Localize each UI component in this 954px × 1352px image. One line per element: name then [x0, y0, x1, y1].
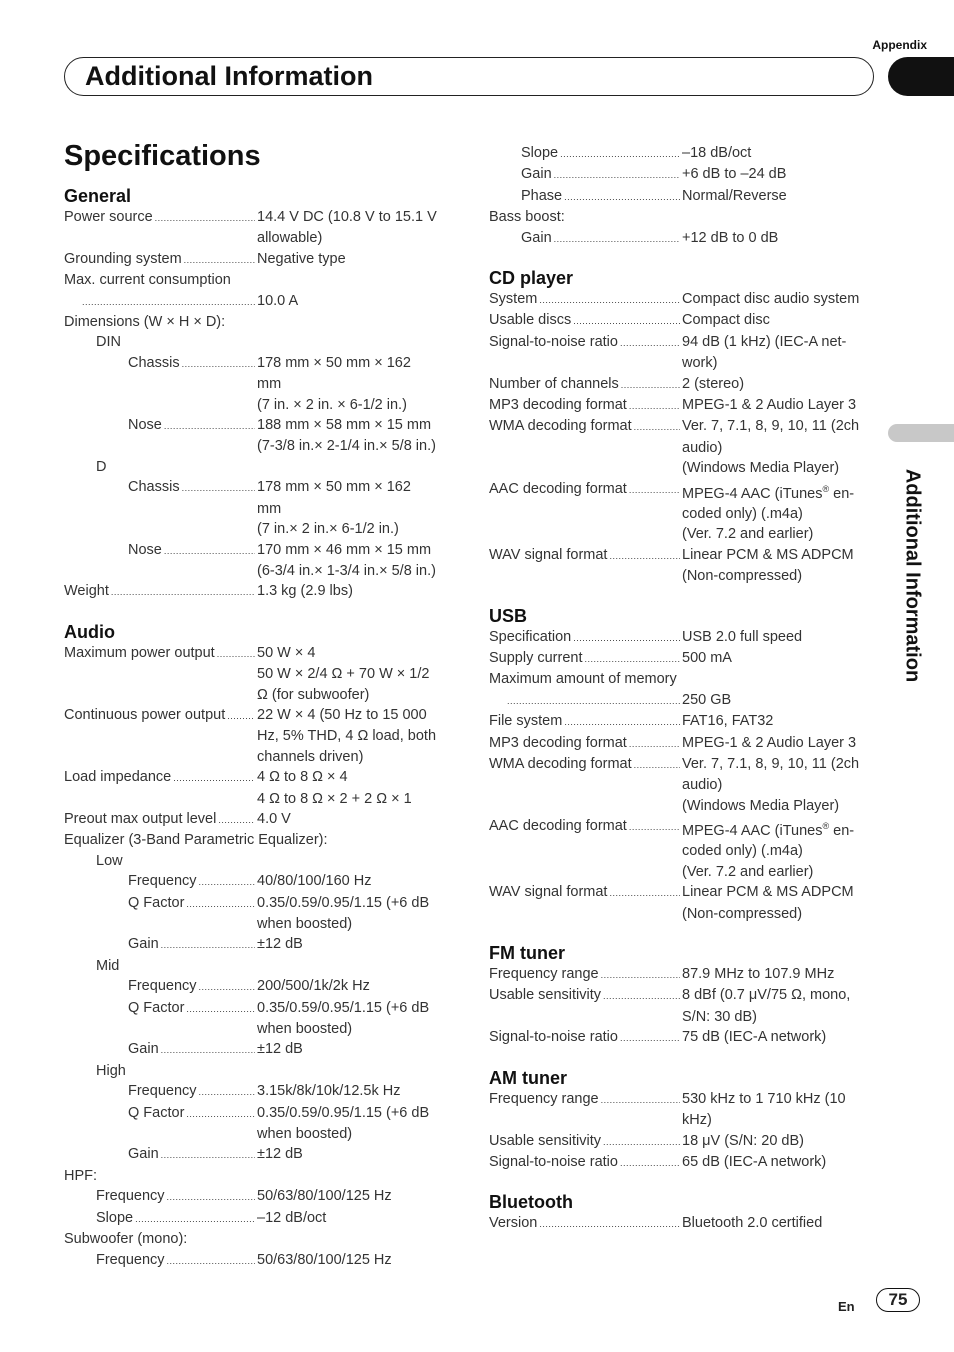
spec-row: Usable discs ..... Compact disc [489, 310, 881, 331]
spec-row: Q Factor ..... 0.35/0.59/0.95/1.15 (+6 dB [64, 1103, 454, 1124]
side-tab-marker [888, 424, 954, 442]
spec-row: when boosted) [257, 1126, 353, 1143]
black-tab [888, 57, 954, 96]
spec-row: (Windows Media Player) [682, 460, 840, 477]
spec-row: Frequency range ..... 87.9 MHz to 107.9 MHz [489, 964, 881, 985]
page-title: Specifications [64, 140, 261, 172]
spec-row: coded only) (.m4a) [682, 505, 803, 522]
spec-row: Gain ..... +12 dB to 0 dB [489, 228, 881, 249]
spec-row: (Windows Media Player) [682, 797, 840, 814]
section-usb: USB [489, 605, 528, 626]
spec-row: Q Factor ..... 0.35/0.59/0.95/1.15 (+6 dB [64, 893, 454, 914]
spec-heading: Max. current consumption [64, 272, 231, 289]
spec-heading: HPF: [64, 1167, 98, 1184]
page-number: 75 [876, 1288, 920, 1312]
spec-row: Signal-to-noise ratio ..... 75 dB (IEC-A network) [489, 1027, 881, 1048]
spec-subheading: D [96, 458, 107, 475]
spec-row: Frequency range ..... 530 kHz to 1 710 kHz (10 [489, 1089, 881, 1110]
spec-row: Frequency ..... 40/80/100/160 Hz [64, 871, 454, 892]
language-code: En [838, 1299, 855, 1314]
spec-row: S/N: 30 dB) [682, 1008, 757, 1025]
spec-row: File system ..... FAT16, FAT32 [489, 711, 881, 732]
spec-row: 50 W × 2/4 Ω + 70 W × 1/2 [257, 666, 430, 683]
section-audio: Audio [64, 621, 115, 642]
spec-row: MP3 decoding format ..... MPEG-1 & 2 Audio Layer 3 [489, 733, 881, 754]
spec-row: Specification ..... USB 2.0 full speed [489, 627, 881, 648]
spec-row: Nose ..... 188 mm × 58 mm × 15 mm [64, 415, 454, 436]
spec-row: channels driven) [257, 748, 364, 765]
spec-row: (Ver. 7.2 and earlier) [682, 526, 814, 543]
spec-heading: Dimensions (W × H × D): [64, 314, 226, 331]
spec-row: audio) [682, 777, 723, 794]
spec-row: mm [257, 500, 282, 517]
right-column [489, 143, 881, 1235]
spec-row: work) [682, 355, 718, 372]
spec-row: Chassis ..... 178 mm × 50 mm × 162 [64, 477, 454, 498]
left-column [64, 185, 454, 1271]
spec-row: WAV signal format ..... Linear PCM & MS ADPCM [489, 882, 881, 903]
spec-row: Gain ..... ±12 dB [64, 1039, 454, 1060]
spec-row: Usable sensitivity ..... 18 μV (S/N: 20 dB) [489, 1131, 881, 1152]
section-title: Additional Information [85, 61, 373, 91]
section-cd-player: CD player [489, 268, 574, 289]
spec-row: Hz, 5% THD, 4 Ω load, both [257, 728, 437, 745]
spec-subheading: Mid [96, 957, 120, 974]
spec-row: Slope ..... –12 dB/oct [64, 1208, 454, 1229]
spec-row: WAV signal format ..... Linear PCM & MS ADPCM [489, 545, 881, 566]
spec-row: WMA decoding format ..... Ver. 7, 7.1, 8, 9, 10, 11 (2ch [489, 416, 881, 437]
spec-row: (Non-compressed) [682, 905, 803, 922]
spec-subheading: DIN [96, 334, 121, 351]
section-bluetooth: Bluetooth [489, 1192, 573, 1213]
spec-row: kHz) [682, 1112, 712, 1129]
spec-row: Load impedance ..... 4 Ω to 8 Ω × 4 [64, 767, 454, 788]
spec-row: Usable sensitivity ..... 8 dBf (0.7 μV/75 Ω, mono, [489, 985, 881, 1006]
spec-row: when boosted) [257, 1021, 353, 1038]
section-general: General [64, 186, 132, 206]
spec-row: Q Factor ..... 0.35/0.59/0.95/1.15 (+6 dB [64, 998, 454, 1019]
spec-row: Frequency ..... 3.15k/8k/10k/12.5k Hz [64, 1081, 454, 1102]
spec-row: (Ver. 7.2 and earlier) [682, 863, 814, 880]
spec-row: Phase ..... Normal/Reverse [489, 186, 881, 207]
section-fm-tuner: FM tuner [489, 943, 565, 964]
spec-row: (7 in. × 2 in. × 6-1/2 in.) [257, 396, 407, 413]
spec-row: Supply current ..... 500 mA [489, 648, 881, 669]
spec-row: coded only) (.m4a) [682, 843, 803, 860]
spec-heading: Maximum amount of memory [489, 671, 677, 688]
spec-row: AAC decoding format ..... MPEG-4 AAC (iTunes® en- [489, 816, 881, 841]
spec-row: (Non-compressed) [682, 568, 803, 585]
spec-row: Power source ..... 14.4 V DC (10.8 V to 15.1 V [64, 207, 454, 228]
spec-row: Number of channels ..... 2 (stereo) [489, 374, 881, 395]
spec-row: Gain ..... +6 dB to –24 dB [489, 164, 881, 185]
spec-row: MP3 decoding format ..... MPEG-1 & 2 Audio Layer 3 [489, 395, 881, 416]
spec-row: Ω (for subwoofer) [257, 686, 370, 703]
spec-row: Version ..... Bluetooth 2.0 certified [489, 1213, 881, 1234]
spec-row: System ..... Compact disc audio system [489, 289, 881, 310]
side-tab-label: Additional Information [901, 468, 924, 683]
spec-row: Grounding system ..... Negative type [64, 249, 454, 270]
section-header [64, 57, 874, 96]
spec-row: WMA decoding format ..... Ver. 7, 7.1, 8, 9, 10, 11 (2ch [489, 754, 881, 775]
spec-subheading: Low [96, 852, 123, 869]
spec-row: ..... 250 GB [489, 690, 881, 711]
spec-row: Continuous power output ..... 22 W × 4 (50 Hz to 15 000 [64, 705, 454, 726]
spec-row: Slope ..... –18 dB/oct [489, 143, 881, 164]
spec-heading: Subwoofer (mono): [64, 1231, 188, 1248]
spec-row: Frequency ..... 200/500/1k/2k Hz [64, 976, 454, 997]
spec-row: Signal-to-noise ratio ..... 94 dB (1 kHz) (IEC-A net- [489, 332, 881, 353]
spec-row: Chassis ..... 178 mm × 50 mm × 162 [64, 353, 454, 374]
appendix-label: Appendix [872, 38, 927, 52]
spec-row: when boosted) [257, 916, 353, 932]
spec-row: Preout max output level ..... 4.0 V [64, 809, 454, 830]
spec-row: Gain ..... ±12 dB [64, 934, 454, 955]
spec-row: AAC decoding format ..... MPEG-4 AAC (iTunes® en- [489, 479, 881, 504]
spec-row: 4 Ω to 8 Ω × 2 + 2 Ω × 1 [257, 790, 412, 807]
spec-row: Gain ..... ±12 dB [64, 1144, 454, 1165]
spec-row: Frequency ..... 50/63/80/100/125 Hz [64, 1186, 454, 1207]
spec-row: (7 in.× 2 in.× 6-1/2 in.) [257, 521, 399, 538]
spec-row: allowable) [257, 230, 323, 247]
section-am-tuner: AM tuner [489, 1067, 567, 1088]
spec-row: (7-3/8 in.× 2-1/4 in.× 5/8 in.) [257, 438, 436, 455]
spec-row: Weight ..... 1.3 kg (2.9 lbs) [64, 581, 454, 602]
spec-row: Signal-to-noise ratio ..... 65 dB (IEC-A network) [489, 1152, 881, 1173]
spec-row: audio) [682, 439, 723, 456]
spec-row: Nose ..... 170 mm × 46 mm × 15 mm [64, 540, 454, 561]
spec-heading: Equalizer (3-Band Parametric Equalizer): [64, 832, 328, 849]
spec-row: Maximum power output ..... 50 W × 4 [64, 643, 454, 664]
spec-heading: Bass boost: [489, 209, 565, 226]
spec-row: (6-3/4 in.× 1-3/4 in.× 5/8 in.) [257, 562, 436, 579]
spec-row: ..... 10.0 A [64, 291, 454, 312]
spec-row: Frequency ..... 50/63/80/100/125 Hz [64, 1250, 454, 1271]
spec-subheading: High [96, 1062, 126, 1079]
spec-row: mm [257, 376, 282, 393]
